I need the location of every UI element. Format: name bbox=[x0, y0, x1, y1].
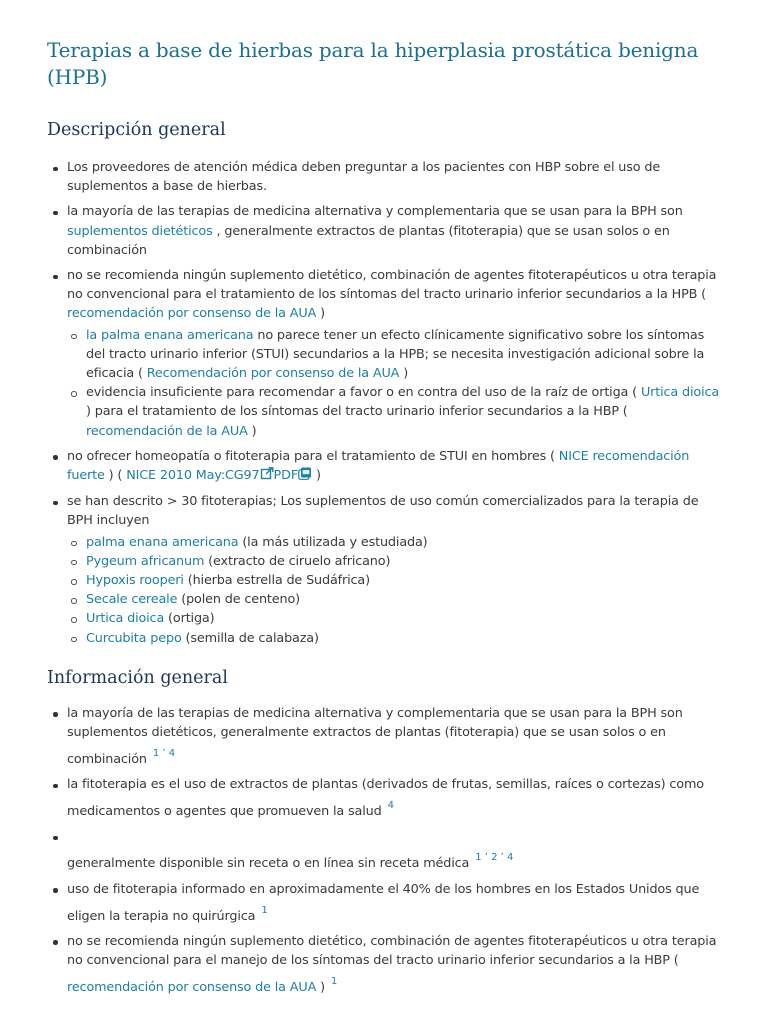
sub-list-item: evidencia insuficiente para recomendar a favor o en contra del uso de la raíz de ortiga ( Urtica dioica ) para el tratamiento de los síntomas del tracto urinario inferior secundarios a la HBP ( recomendación de la AUA ) bbox=[67, 383, 722, 441]
supplement-item: palma enana americana (la más utilizada y estudiada) bbox=[67, 533, 722, 552]
link-aua-consensus[interactable]: recomendación por consenso de la AUA bbox=[67, 980, 317, 996]
link-urtica-dioica[interactable]: Urtica dioica bbox=[640, 385, 720, 401]
link-aua-consensus-recommendation[interactable]: Recomendación por consenso de la AUA bbox=[146, 366, 400, 382]
link-nice-cg97[interactable]: NICE 2010 May:CG97 bbox=[126, 468, 260, 484]
pdf-link[interactable]: PDF bbox=[273, 468, 299, 484]
link-palma-enana[interactable]: la palma enana americana bbox=[86, 327, 254, 343]
informacion-list bbox=[47, 704, 722, 997]
link-supplement[interactable]: Urtica dioica bbox=[86, 611, 165, 627]
supplement-item: Secale cereale (polen de centeno) bbox=[67, 590, 722, 609]
supplements-list bbox=[67, 533, 722, 648]
sub-list bbox=[67, 326, 722, 441]
list-item: generalmente disponible sin receta o en línea sin receta médica $^{1 ʼ 2 ʼ 4}$ bbox=[47, 827, 722, 873]
list-item: uso de fitoterapia informado en aproximadamente el 40% de los hombres en los Estados Unidos que eligen la terapia no quirúrgica $^1$ bbox=[47, 880, 722, 926]
link-suplementos-dieteticos[interactable]: suplementos dietéticos bbox=[67, 223, 213, 239]
citation[interactable]: 1 ʼ 2 ʼ 4 bbox=[475, 852, 514, 864]
list-item: no se recomienda ningún suplemento dietético, combinación de agentes fitoterapéuticos u otra terapia no convencional para el manejo de los síntomas del tracto urinario inferior secundarios a la HBP ( recomendación por consenso de la AUA ) $^1$ bbox=[47, 932, 722, 997]
list-item: se han descrito > 30 fitoterapias; Los suplementos de uso común comercializados para la terapia de BPH incluyen palma enana americana (la más utilizada y estudiada) Pygeum africanum (extracto de ciruelo africano) Hypoxis rooperi (hierba estrella de Sudáfrica) Secale cereale (polen de centeno) Urtica dioica (ortiga) Curcubita pepo (semilla de calabaza) bbox=[47, 492, 722, 648]
section-heading-informacion: Información general bbox=[47, 667, 228, 688]
descripcion-list bbox=[47, 158, 722, 648]
citation[interactable]: 4 bbox=[387, 800, 394, 812]
list-item: Los proveedores de atención médica deben preguntar a los pacientes con HBP sobre el uso de suplementos a base de hierbas. bbox=[47, 158, 722, 196]
link-nice-recommendation[interactable]: NICE recomendación fuerte bbox=[67, 448, 690, 484]
list-item: la mayoría de las terapias de medicina alternativa y complementaria que se usan para la BPH son suplementos dietéticos , generalmente extractos de plantas (fitoterapia) que se usan solos o en combinación bbox=[47, 202, 722, 260]
link-aua-consensus[interactable]: recomendación por consenso de la AUA bbox=[67, 306, 317, 322]
list-item: no ofrecer homeopatía o fitoterapia para el tratamiento de STUI en hombres ( NICE recomendación fuerte ) ( NICE 2010 May:CG97 PDF ) bbox=[47, 447, 722, 486]
supplement-item: Curcubita pepo (semilla de calabaza) bbox=[67, 629, 722, 648]
section-heading-descripcion: Descripción general bbox=[47, 120, 226, 140]
citation[interactable]: 1 ʼ 4 bbox=[152, 748, 176, 760]
sub-list-item: la palma enana americana no parece tener un efecto clínicamente significativo sobre los síntomas del tracto urinario inferior (STUI) secundarios a la HPB; se necesita investigación adicional sobre la eficacia ( Recomendación por consenso de la AUA ) bbox=[67, 326, 722, 384]
supplement-item: Hypoxis rooperi (hierba estrella de Sudáfrica) bbox=[67, 571, 722, 590]
citation[interactable]: 1 bbox=[330, 976, 338, 988]
link-supplement[interactable]: palma enana americana bbox=[86, 534, 239, 550]
page-title: Terapias a base de hierbas para la hiperplasia prostática benigna (HPB) bbox=[47, 38, 699, 89]
supplement-item: Pygeum africanum (extracto de ciruelo africano) bbox=[67, 552, 722, 571]
citation[interactable]: 1 bbox=[261, 904, 268, 916]
list-item: no se recomienda ningún suplemento dietético, combinación de agentes fitoterapéuticos u otra terapia no convencional para el tratamiento de los síntomas del tracto urinario inferior secundarios a la HPB ( recomendación por consenso de la AUA ) la palma enana americana no parece tener un efecto clínicamente significativo sobre los síntomas del tracto urinario inferior (STUI) secundarios a la HPB; se necesita investigación adicional sobre la eficacia ( Recomendación por consenso de la AUA ) evidencia insuficiente para recomendar a favor o en contra del uso de la raíz de ortiga ( Urtica dioica ) para el tratamiento de los síntomas del tracto urinario inferior secundarios a la HBP ( recomendación de la AUA ) bbox=[47, 266, 722, 441]
pdf-icon[interactable] bbox=[298, 467, 312, 486]
link-supplement[interactable]: Curcubita pepo bbox=[86, 630, 182, 646]
link-aua-recommendation[interactable]: recomendación de la AUA bbox=[86, 423, 248, 439]
link-supplement[interactable]: Secale cereale bbox=[86, 592, 178, 608]
external-link-icon[interactable] bbox=[260, 467, 274, 486]
list-item: la fitoterapia es el uso de extractos de plantas (derivados de frutas, semillas, raíces o cortezas) como medicamentos o agentes que promueven la salud $^4$ bbox=[47, 775, 722, 821]
link-supplement[interactable]: Pygeum africanum bbox=[86, 553, 205, 569]
supplement-item: Urtica dioica (ortiga) bbox=[67, 609, 722, 628]
list-item: la mayoría de las terapias de medicina alternativa y complementaria que se usan para la BPH son suplementos dietéticos, generalmente extractos de plantas (fitoterapia) que se usan solos o en combinación $^{1 ʼ 4}$ bbox=[47, 704, 722, 769]
link-supplement[interactable]: Hypoxis rooperi bbox=[86, 573, 184, 589]
